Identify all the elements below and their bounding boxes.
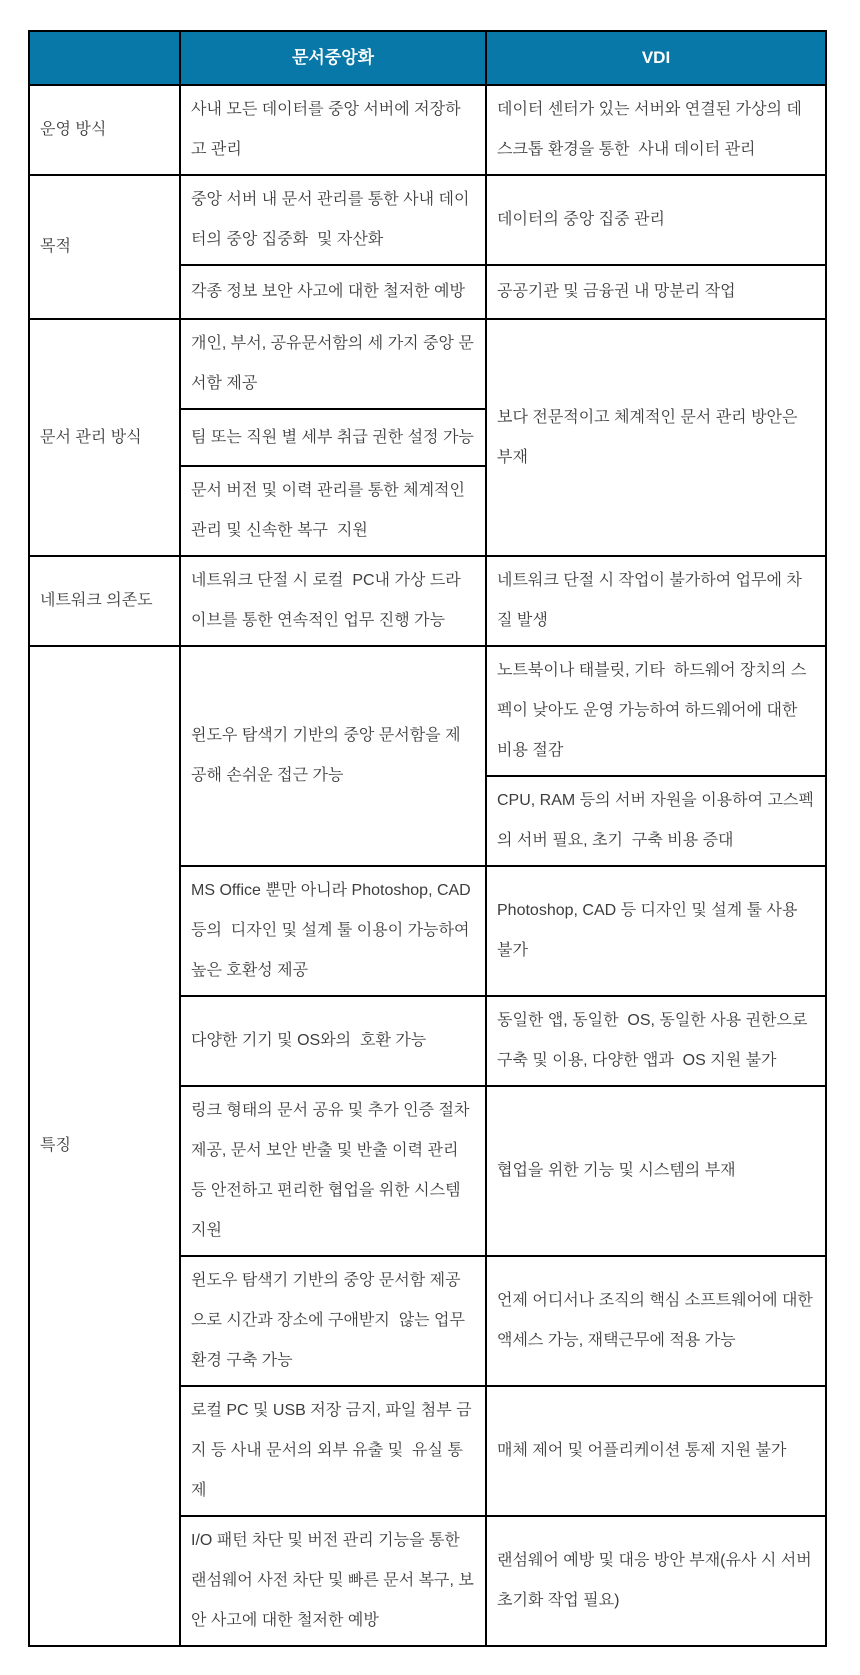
row-operation	[29, 85, 826, 175]
label-features: 특징	[29, 646, 180, 1646]
label-network: 네트워크 의존도	[29, 556, 180, 646]
header-cell-vdi: VDI	[486, 31, 826, 85]
cell-feature-6-doc: 로컬 PC 및 USB 저장 금지, 파일 첨부 금지 등 사내 문서의 외부 유출 및 유실 통제	[180, 1386, 486, 1516]
cell-feature-5-doc: 윈도우 탐색기 기반의 중앙 문서함 제공으로 시간과 장소에 구애받지 않는 업무 환경 구축 가능	[180, 1256, 486, 1386]
cell-feature-3-vdi: 동일한 앱, 동일한 OS, 동일한 사용 권한으로 구축 및 이용, 다양한 앱과 OS 지원 불가	[486, 996, 826, 1086]
cell-feature-3-doc: 다양한 기기 및 OS와의 호환 가능	[180, 996, 486, 1086]
cell-doc-management-2-doc: 팀 또는 직원 별 세부 취급 권한 설정 가능	[180, 409, 486, 466]
cell-feature-1-doc: 윈도우 탐색기 기반의 중앙 문서함을 제공해 손쉬운 접근 가능	[180, 646, 486, 866]
cell-feature-1-vdi-b: CPU, RAM 등의 서버 자원을 이용하여 고스펙의 서버 필요, 초기 구축 비용 증대	[486, 776, 826, 866]
cell-purpose-2-vdi: 공공기관 및 금융권 내 망분리 작업	[486, 265, 826, 319]
cell-purpose-1-vdi: 데이터의 중앙 집중 관리	[486, 175, 826, 265]
cell-doc-management-3-doc: 문서 버전 및 이력 관리를 통한 체계적인 관리 및 신속한 복구 지원	[180, 466, 486, 556]
comparison-table	[28, 30, 827, 1647]
cell-feature-7-vdi: 랜섬웨어 예방 및 대응 방안 부재(유사 시 서버 초기화 작업 필요)	[486, 1516, 826, 1646]
cell-feature-4-vdi: 협업을 위한 기능 및 시스템의 부재	[486, 1086, 826, 1256]
cell-purpose-2-doc: 각종 정보 보안 사고에 대한 철저한 예방	[180, 265, 486, 319]
label-operation: 운영 방식	[29, 85, 180, 175]
cell-feature-7-doc: I/O 패턴 차단 및 버전 관리 기능을 통한 랜섬웨어 사전 차단 및 빠른 문서 복구, 보안 사고에 대한 철저한 예방	[180, 1516, 486, 1646]
row-purpose-1	[29, 175, 826, 265]
cell-doc-management-1-doc: 개인, 부서, 공유문서함의 세 가지 중앙 문서함 제공	[180, 319, 486, 409]
cell-purpose-1-doc: 중앙 서버 내 문서 관리를 통한 사내 데이터의 중앙 집중화 및 자산화	[180, 175, 486, 265]
cell-feature-1-vdi-a: 노트북이나 태블릿, 기타 하드웨어 장치의 스펙이 낮아도 운영 가능하여 하드웨어에 대한 비용 절감	[486, 646, 826, 776]
header-cell-doc-centralization: 문서중앙화	[180, 31, 486, 85]
cell-operation-doc: 사내 모든 데이터를 중앙 서버에 저장하고 관리	[180, 85, 486, 175]
cell-feature-5-vdi: 언제 어디서나 조직의 핵심 소프트웨어에 대한 액세스 가능, 재택근무에 적용 가능	[486, 1256, 826, 1386]
label-doc-management: 문서 관리 방식	[29, 319, 180, 556]
header-cell-category	[29, 31, 180, 85]
cell-network-vdi: 네트워크 단절 시 작업이 불가하여 업무에 차질 발생	[486, 556, 826, 646]
header-row	[29, 31, 826, 85]
cell-feature-2-doc: MS Office 뿐만 아니라 Photoshop, CAD 등의 디자인 및 설계 툴 이용이 가능하여 높은 호환성 제공	[180, 866, 486, 996]
cell-operation-vdi: 데이터 센터가 있는 서버와 연결된 가상의 데스크톱 환경을 통한 사내 데이터 관리	[486, 85, 826, 175]
cell-network-doc: 네트워크 단절 시 로컬 PC내 가상 드라이브를 통한 연속적인 업무 진행 가능	[180, 556, 486, 646]
cell-feature-4-doc: 링크 형태의 문서 공유 및 추가 인증 절차 제공, 문서 보안 반출 및 반출 이력 관리 등 안전하고 편리한 협업을 위한 시스템 지원	[180, 1086, 486, 1256]
row-network	[29, 556, 826, 646]
row-feature-1a	[29, 646, 826, 776]
cell-feature-2-vdi: Photoshop, CAD 등 디자인 및 설계 툴 사용 불가	[486, 866, 826, 996]
cell-doc-management-vdi: 보다 전문적이고 체계적인 문서 관리 방안은 부재	[486, 319, 826, 556]
row-doc-management-1	[29, 319, 826, 409]
cell-feature-6-vdi: 매체 제어 및 어플리케이션 통제 지원 불가	[486, 1386, 826, 1516]
label-purpose: 목적	[29, 175, 180, 319]
